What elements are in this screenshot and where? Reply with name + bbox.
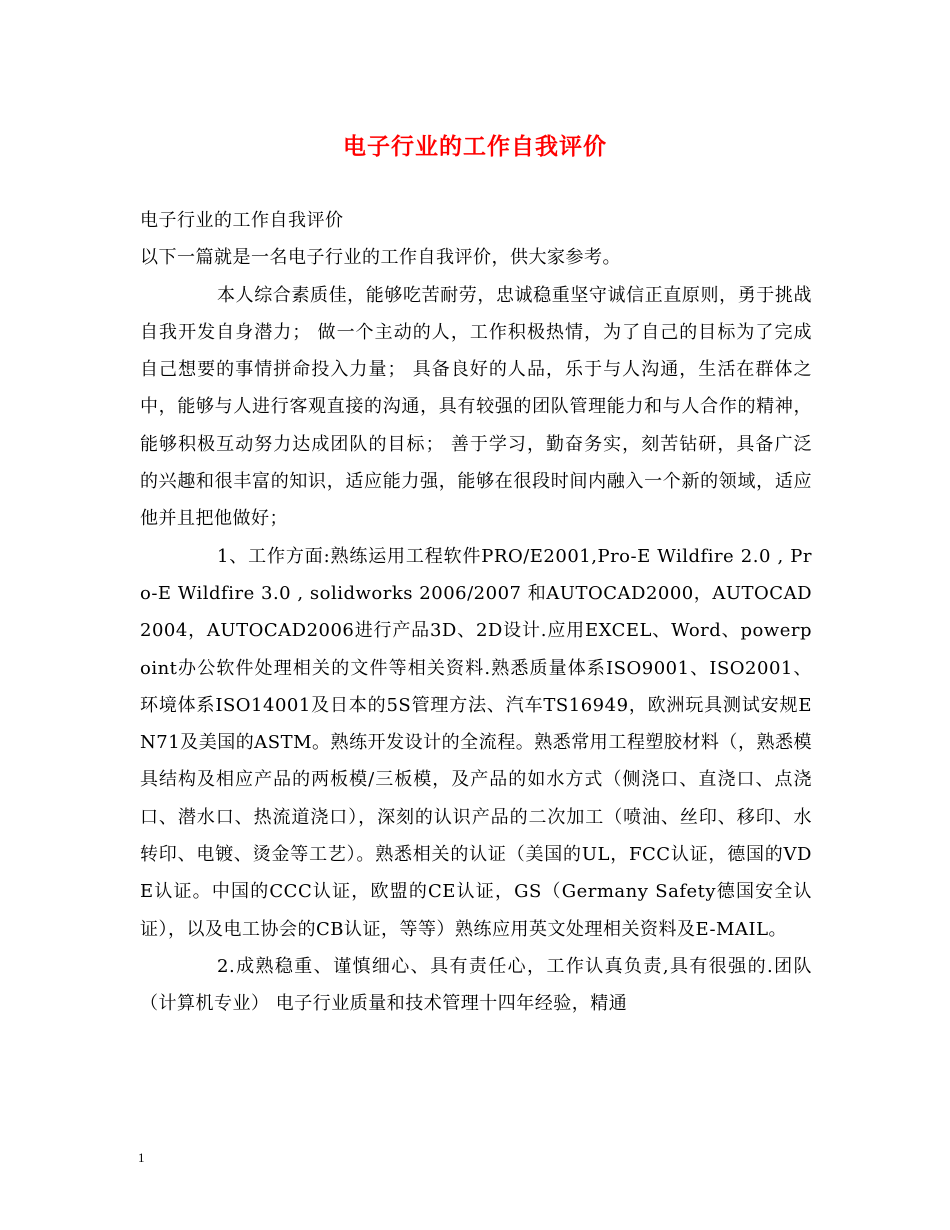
paragraph-work-skills: 1、工作方面:熟练运用工程软件PRO/E2001,Pro-E Wildfire 2.0 , Pro-E Wildfire 3.0 , solidworks 2006/2007 和AUTOCAD2000，AUTOCAD2004，AUTOCAD2006进行产品3D、2D设计.应用EXCEL、Word、powerpoint办公软件处理相关的文件等相关资料.熟悉质量体系ISO9001、ISO2001、环境体系ISO14001及日本的5S管理方法、汽车TS16949，欧洲玩具测试安规EN71及美国的ASTM。熟练开发设计的全流程。熟悉常用工程塑胶材料（，熟悉模具结构及相应产品的两板模/三板模，及产品的如水方式（侧浇口、直浇口、点浇口、潜水口、热流道浇口），深刻的认识产品的二次加工（喷油、丝印、移印、水转印、电镀、烫金等工艺）。熟悉相关的认证（美国的UL，FCC认证，德国的VDE认证。中国的CCC认证，欧盟的CE认证，GS（Germany Safety德国安全认证），以及电工协会的CB认证，等等）熟练应用英文处理相关资料及E-MAIL。	[140, 545, 812, 940]
paragraph-self-assessment: 本人综合素质佳，能够吃苦耐劳，忠诚稳重坚守诚信正直原则，勇于挑战自我开发自身潜力； 做一个主动的人，工作积极热情，为了自己的目标为了完成自己想要的事情拼命投入力量； 具备良好的人品，乐于与人沟通，生活在群体之中，能够与人进行客观直接的沟通，具有较强的团队管理能力和与人合作的精神，能够积极互动努力达成团队的目标； 善于学习，勤奋务实，刻苦钻研，具备广泛的兴趣和很丰富的知识，适应能力强，能够在很段时间内融入一个新的领域，适应他并且把他做好；	[140, 284, 812, 530]
paragraph-character: 2.成熟稳重、谨慎细心、具有责任心，工作认真负责,具有很强的.团队 （计算机专业） 电子行业质量和技术管理十四年经验，精通	[140, 955, 812, 1015]
page-number: 1	[138, 1150, 145, 1165]
document-subtitle: 电子行业的工作自我评价	[140, 210, 344, 231]
document-body	[140, 202, 812, 1023]
document-title: 电子行业的工作自我评价	[343, 134, 607, 160]
document-intro: 以下一篇就是一名电子行业的工作自我评价，供大家参考。	[140, 247, 621, 269]
